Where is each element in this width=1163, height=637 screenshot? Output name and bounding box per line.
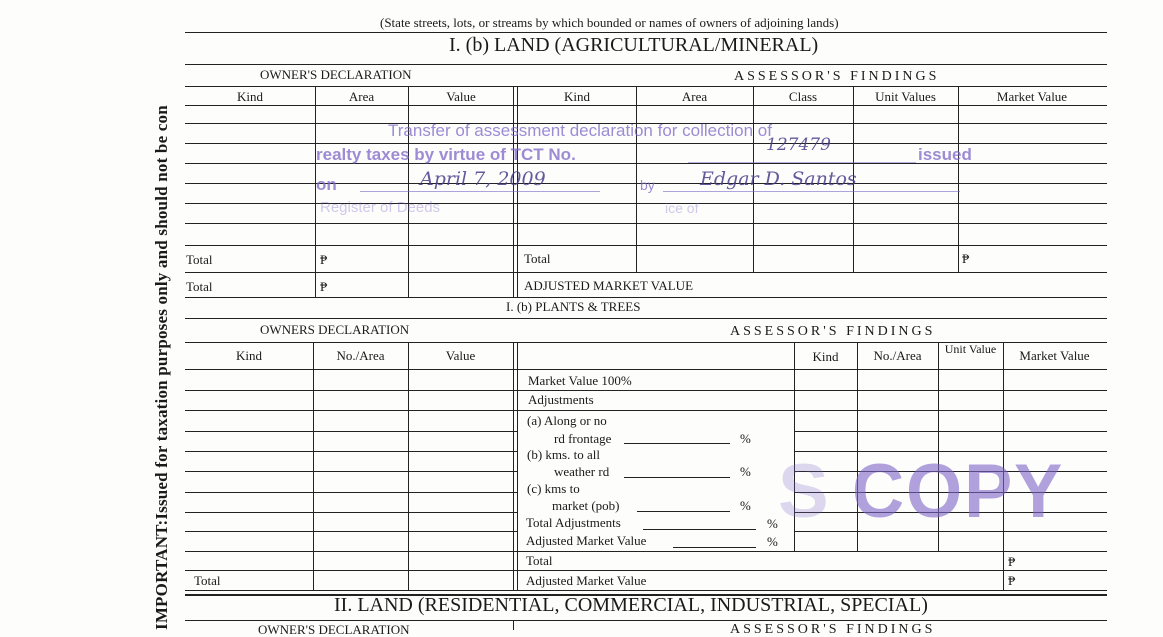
- col-r-kind: Kind: [564, 89, 590, 104]
- adj-b-pct: %: [740, 464, 751, 479]
- handwritten-tct-no: 127479: [766, 135, 831, 155]
- owners-declaration-heading: OWNER'S DECLARATION: [260, 67, 412, 82]
- peso-market-total: ₱: [962, 251, 970, 266]
- section2-owners-declaration: OWNER'S DECLARATION: [258, 622, 410, 637]
- plants-owners-declaration: OWNERS DECLARATION: [260, 322, 410, 337]
- peso-2: ₱: [320, 279, 328, 294]
- adj-c-pct: %: [740, 498, 751, 513]
- plants-left-total: Total: [194, 573, 221, 588]
- stamp-line-3b: by: [640, 177, 655, 193]
- adj-b-line1: (b) kms. to all: [527, 447, 600, 462]
- col-r-unit-values: Unit Values: [875, 89, 936, 104]
- plants-col-no-area: No./Area: [336, 348, 385, 363]
- plants-col-r-market-value: Market Value: [1019, 348, 1090, 363]
- plants-assessors-findings: ASSESSOR'S FINDINGS: [730, 324, 936, 339]
- section1-title: I. (b) LAND (AGRICULTURAL/MINERAL): [449, 34, 819, 56]
- plants-col-kind: Kind: [236, 348, 262, 363]
- handwritten-date: April 7, 2009: [420, 168, 546, 190]
- stamp-line-4b: ice of: [665, 200, 699, 216]
- stamp-line-2a: realty taxes by virtue of TCT No.: [316, 145, 576, 164]
- adj-a-line2: rd frontage: [554, 431, 612, 446]
- adj-a-pct: %: [740, 431, 751, 446]
- plants-col-r-kind: Kind: [812, 349, 839, 364]
- handwritten-by-name: Edgar D. Santos: [700, 168, 857, 190]
- stamp-line-1: Transfer of assessment declaration for collection of: [388, 121, 772, 140]
- peso-1: ₱: [320, 252, 328, 267]
- plants-total: Total: [526, 553, 553, 568]
- copy-stamp: COPY: [852, 449, 1065, 534]
- adj-c-line2: market (pob): [552, 498, 620, 513]
- adjusted-mv-in-box: Adjusted Market Value: [526, 533, 647, 548]
- col-value: Value: [446, 89, 476, 104]
- stamp-line-3a: on: [316, 175, 337, 194]
- total-label-1: Total: [186, 252, 213, 267]
- plants-col-value: Value: [445, 348, 476, 363]
- adj-c-line1: (c) kms to: [527, 481, 580, 496]
- assessors-findings-heading: ASSESSOR'S FINDINGS: [734, 69, 940, 84]
- col-r-area: Area: [681, 89, 708, 104]
- plants-adjusted-mv: Adjusted Market Value: [526, 573, 647, 588]
- section2-assessors-findings: ASSESSOR'S FINDINGS: [730, 622, 936, 637]
- top-caption: (State streets, lots, or streams by which bounded or names of owners of adjoining lands): [380, 15, 839, 30]
- col-area: Area: [348, 89, 375, 104]
- stamp-line-2b: issued: [918, 145, 972, 164]
- adjusted-market-value-label: ADJUSTED MARKET VALUE: [524, 278, 694, 293]
- plants-title: I. (b) PLANTS & TREES: [506, 299, 641, 314]
- side-notice: IMPORTANT:Issued for taxation purposes only and should not be con: [152, 105, 171, 630]
- col-r-class: Class: [788, 89, 818, 104]
- total-adjustments: Total Adjustments: [526, 515, 621, 530]
- plants-peso-total: ₱: [1008, 554, 1016, 569]
- adj-a-line1: (a) Along or no: [527, 413, 607, 428]
- right-total-label: Total: [524, 251, 551, 266]
- adjustments-label: Adjustments: [528, 392, 594, 407]
- col-r-market-value: Market Value: [996, 89, 1068, 104]
- plants-peso-adjusted: ₱: [1008, 573, 1016, 588]
- total-adjustments-pct: %: [767, 516, 778, 531]
- copy-stamp-faded: S: [778, 449, 831, 534]
- col-kind: Kind: [237, 89, 263, 104]
- adjusted-mv-pct: %: [767, 534, 778, 549]
- plants-col-r-no-area: No./Area: [873, 348, 922, 363]
- adj-b-line2: weather rd: [554, 464, 610, 479]
- plants-col-r-unit-value: Unit Value: [944, 342, 997, 356]
- market-value-100: Market Value 100%: [528, 373, 632, 388]
- total-label-2: Total: [186, 279, 213, 294]
- section2-title: II. LAND (RESIDENTIAL, COMMERCIAL, INDUSTRIAL, SPECIAL): [334, 594, 928, 616]
- stamp-line-4: Register of Deeds: [320, 199, 441, 216]
